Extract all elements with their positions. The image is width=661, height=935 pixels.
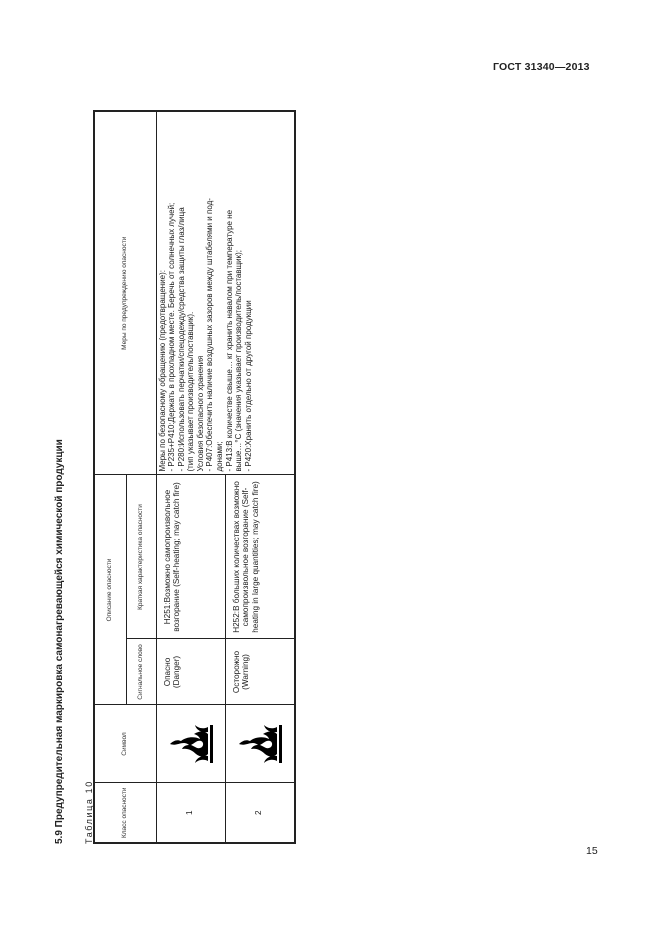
table-caption: Таблица 10 bbox=[84, 780, 94, 844]
page-number: 15 bbox=[586, 845, 598, 857]
hazard-table bbox=[93, 110, 296, 844]
header-hazard-description: Описание опасности bbox=[94, 475, 126, 705]
signal-word: Опасно (Danger) bbox=[162, 655, 182, 689]
signal-word: Осторожно (Warning) bbox=[231, 650, 251, 694]
precaution-line: - P413:В количестве свыше… кг хранить навалом при температуре не bbox=[224, 209, 234, 472]
precaution-line: донами; bbox=[215, 441, 225, 472]
signal-word-cell bbox=[156, 639, 225, 705]
precaution-line: Меры по безопасному обращению (предотвращение): bbox=[157, 270, 167, 472]
hazard-statement: H251:Возможно самопроизвольное возгорание (Self-heating; may catch fire) bbox=[162, 482, 182, 632]
precaution-line: - P280:Использовать перчатки/спецодежду/средства защиты глаз/лица bbox=[176, 207, 186, 472]
header-precautions: Меры по предупреждению опасности bbox=[94, 111, 156, 475]
section-title: 5.9 Предупредительная маркировка самонагревающейся химической продукции bbox=[54, 439, 65, 844]
characteristic-cell bbox=[225, 475, 295, 639]
header-short-characteristic: Краткая характеристика опасности bbox=[126, 475, 156, 639]
class-value: 2 bbox=[253, 810, 263, 816]
flame-icon bbox=[233, 718, 287, 770]
class-value: 1 bbox=[184, 810, 194, 816]
class-cell bbox=[225, 783, 295, 843]
precaution-line: - P420:Хранить отдельно от другой продукции bbox=[243, 300, 253, 472]
signal-word-cell bbox=[225, 639, 295, 705]
symbol-cell bbox=[225, 705, 295, 783]
class-cell bbox=[156, 783, 225, 843]
hazard-statement: H252:В больших количествах возможно самопроизвольное возгорание (Self-heating in large quantities; may catch fire) bbox=[231, 481, 260, 633]
precaution-line: Условия безопасного хранения bbox=[195, 355, 205, 472]
precaution-line: (тип указывает производитель/поставщик). bbox=[186, 311, 196, 472]
header-class: Класс опасности bbox=[94, 783, 156, 843]
flame-icon bbox=[164, 718, 218, 770]
symbol-cell bbox=[156, 705, 225, 783]
precaution-line: - P407:Обеспечить наличие воздушных зазоров между штабелями и под- bbox=[205, 198, 215, 472]
header-signal-word: Сигнальное слово bbox=[126, 639, 156, 705]
precaution-line: выше…°C (значения указывает производитель/поставщик); bbox=[234, 249, 244, 472]
standard-header: ГОСТ 31340—2013 bbox=[493, 61, 590, 73]
characteristic-cell bbox=[156, 475, 225, 639]
precaution-line: - P235+P410:Держать в прохладном месте. Беречь от солнечных лучей; bbox=[167, 202, 177, 472]
header-symbol: Символ bbox=[94, 705, 156, 783]
precautions-cell bbox=[156, 111, 295, 475]
table-row bbox=[156, 111, 225, 843]
rotated-content bbox=[54, 84, 294, 844]
